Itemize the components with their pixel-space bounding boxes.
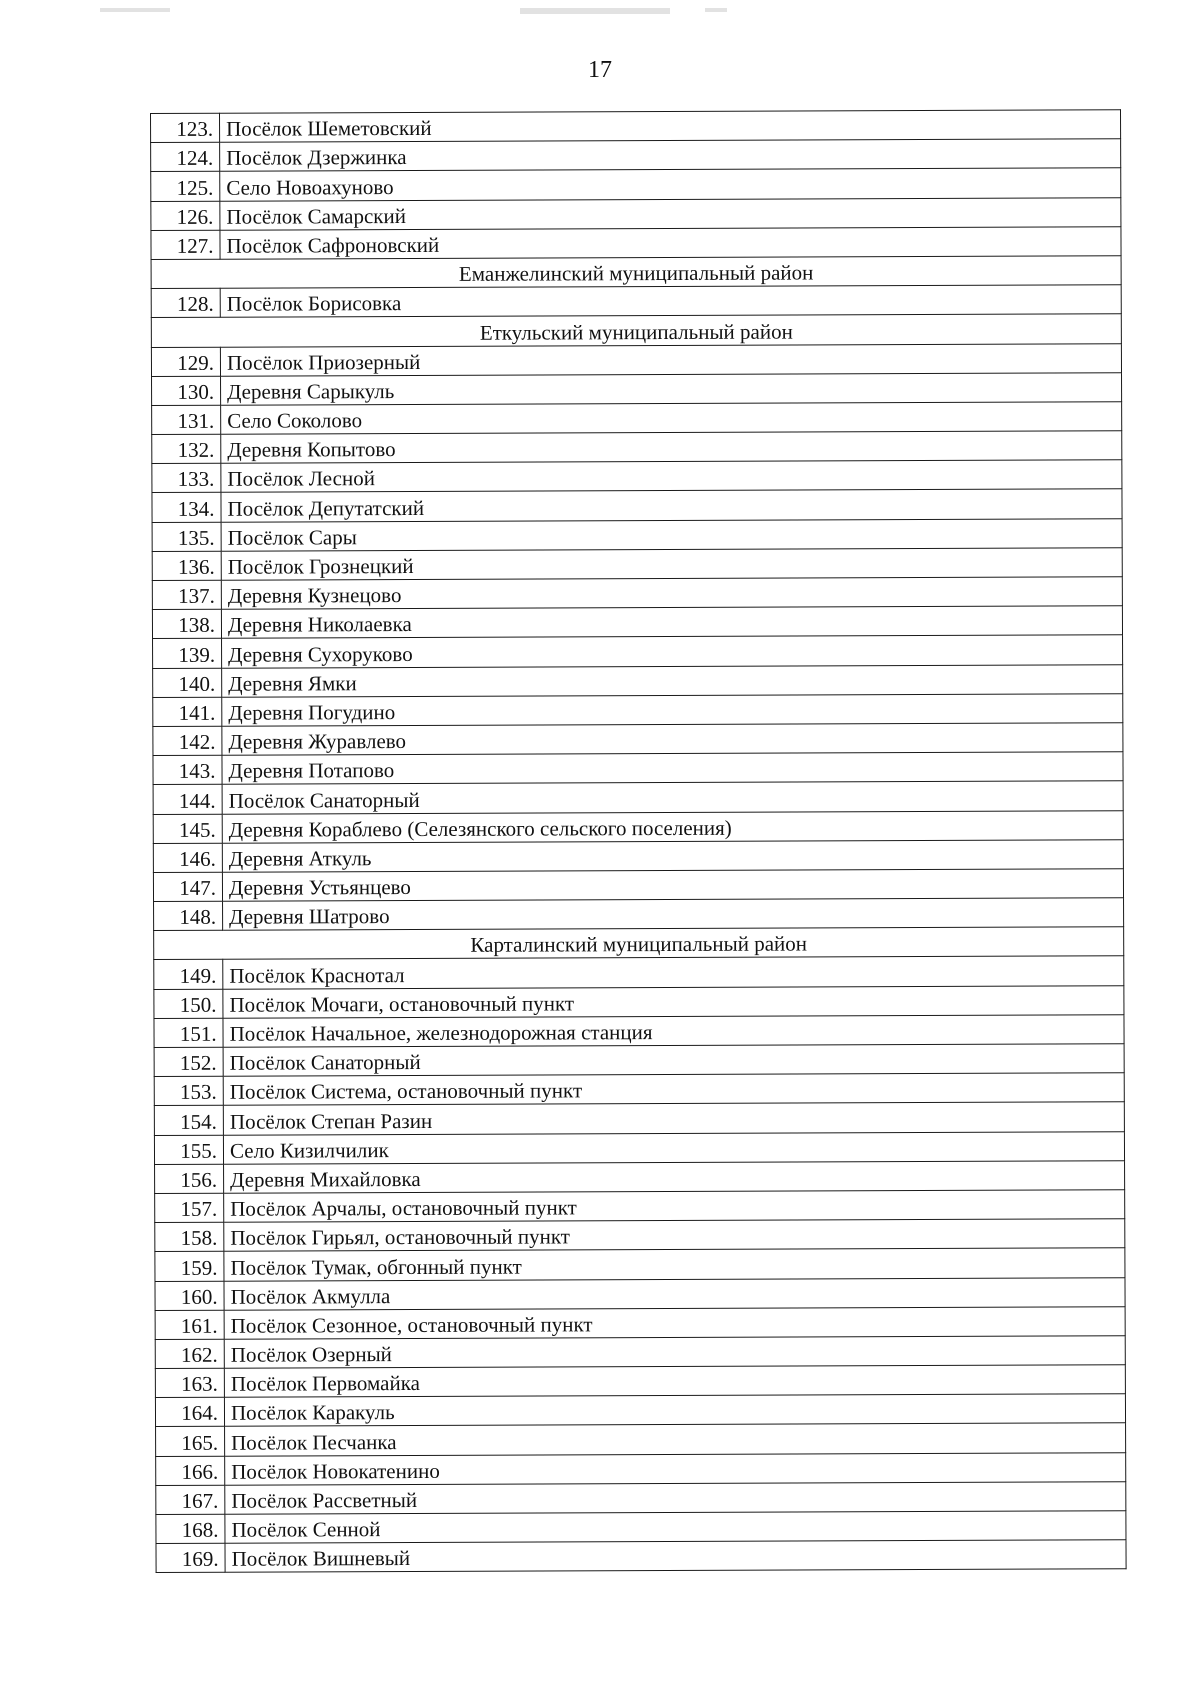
settlement-name: Посёлок Акмулла [224,1277,1125,1310]
settlement-name: Село Соколово [221,402,1122,435]
settlement-name: Посёлок Каракуль [224,1394,1125,1427]
table-row [153,810,1123,843]
table-row [155,1161,1125,1194]
table-row [155,1365,1125,1398]
settlement-name: Деревня Аткуль [222,839,1123,872]
district-name: Карталинский муниципальный район [154,927,1124,960]
scan-artifact [520,8,670,14]
table-row [152,577,1122,610]
table-row [152,548,1122,581]
table-row [152,460,1122,493]
district-header-row [151,256,1121,289]
table-row [155,1306,1125,1339]
settlement-name: Посёлок Степан Разин [223,1102,1124,1135]
settlement-name: Посёлок Сенной [225,1511,1126,1544]
settlement-name: Деревня Ямки [222,664,1123,697]
row-number: 152. [154,1047,223,1076]
settlement-name: Посёлок Вишневый [225,1540,1126,1573]
settlement-name: Деревня Копытово [221,431,1122,464]
row-number: 151. [154,1018,223,1047]
table-row [152,518,1122,551]
table-row [151,197,1121,230]
row-number: 146. [153,843,222,872]
row-number: 166. [156,1456,225,1485]
table-row [152,372,1122,405]
table-row [153,869,1123,902]
settlement-name: Посёлок Начальное, железнодорожная станция [223,1015,1124,1048]
settlement-name: Посёлок Депутатский [221,489,1122,522]
row-number: 138. [152,609,221,638]
row-number: 135. [152,522,221,551]
row-number: 132. [152,434,221,463]
district-name: Еманжелинский муниципальный район [151,256,1121,289]
row-number: 141. [153,697,222,726]
row-number: 147. [153,872,222,901]
table-row [156,1423,1126,1456]
table-row [152,402,1122,435]
table-row [155,1277,1125,1310]
settlement-name: Посёлок Первомайка [224,1365,1125,1398]
row-number: 159. [155,1252,224,1281]
settlement-name: Деревня Кораблево (Селезянского сельского поселения) [222,810,1123,843]
row-number: 145. [153,814,222,843]
settlement-name: Посёлок Песчанка [225,1423,1126,1456]
settlement-name: Деревня Потапово [222,752,1123,785]
table-row [151,139,1121,172]
row-number: 124. [151,142,220,171]
row-number: 134. [152,493,221,522]
table-row [151,168,1121,201]
row-number: 139. [153,639,222,668]
table-row [152,431,1122,464]
table-row [153,839,1123,872]
settlement-name: Посёлок Система, остановочный пункт [223,1073,1124,1106]
row-number: 156. [155,1164,224,1193]
row-number: 133. [152,463,221,492]
settlement-name: Посёлок Тумак, обгонный пункт [224,1248,1125,1281]
row-number: 168. [156,1514,225,1543]
settlement-name: Деревня Николаевка [221,606,1122,639]
settlements-table-body [151,110,1127,1573]
table-row [155,1394,1125,1427]
settlement-name: Посёлок Санаторный [222,781,1123,814]
row-number: 150. [154,989,223,1018]
row-number: 125. [151,172,220,201]
settlement-name: Деревня Сарыкуль [221,372,1122,405]
table-row [152,606,1122,639]
settlement-name: Посёлок Мочаги, остановочный пункт [223,985,1124,1018]
settlement-name: Посёлок Краснотал [223,956,1124,989]
row-number: 157. [155,1193,224,1222]
table-row [154,1102,1124,1135]
table-row [154,1073,1124,1106]
table-row [153,781,1123,814]
page-number: 17 [588,57,612,83]
row-number: 163. [155,1368,224,1397]
settlement-name: Посёлок Сары [221,518,1122,551]
row-number: 160. [155,1281,224,1310]
table-row [156,1482,1126,1515]
row-number: 165. [156,1427,225,1456]
settlement-name: Посёлок Гирьял, остановочный пункт [224,1219,1125,1252]
table-row [154,898,1124,931]
settlement-name: Деревня Сухоруково [222,635,1123,668]
row-number: 153. [154,1076,223,1105]
table-row [152,489,1122,522]
district-header-row [151,314,1121,347]
settlement-name: Посёлок Борисовка [220,285,1121,318]
district-header-row [154,927,1124,960]
settlement-name: Посёлок Санаторный [223,1044,1124,1077]
table-row [151,110,1121,143]
table-row [153,723,1123,756]
table-row [154,956,1124,989]
settlement-name: Деревня Кузнецово [221,577,1122,610]
row-number: 140. [153,668,222,697]
row-number: 148. [154,901,223,930]
settlement-name: Деревня Погудино [222,694,1123,727]
table-row [153,752,1123,785]
settlement-name: Деревня Журавлево [222,723,1123,756]
row-number: 129. [151,347,220,376]
row-number: 169. [156,1543,225,1572]
table-row [155,1336,1125,1369]
table-row [154,1131,1124,1164]
settlement-name: Посёлок Шеметовский [220,110,1121,143]
scan-artifact [100,8,170,12]
table-row [153,664,1123,697]
row-number: 130. [152,376,221,405]
settlement-name: Посёлок Озерный [224,1336,1125,1369]
row-number: 131. [152,405,221,434]
settlement-name: Село Кизилчилик [223,1131,1124,1164]
row-number: 158. [155,1222,224,1251]
table-row [151,343,1121,376]
table-row [156,1540,1126,1573]
table-row [155,1248,1125,1281]
row-number: 164. [155,1397,224,1426]
row-number: 154. [154,1106,223,1135]
settlement-name: Посёлок Лесной [221,460,1122,493]
settlement-name: Посёлок Приозерный [220,343,1121,376]
row-number: 155. [154,1135,223,1164]
table-row [155,1219,1125,1252]
settlement-name: Посёлок Сафроновский [220,227,1121,260]
settlement-name: Посёлок Рассветный [225,1482,1126,1515]
district-name: Еткульский муниципальный район [151,314,1121,347]
row-number: 162. [155,1339,224,1368]
table-row [151,285,1121,318]
row-number: 161. [155,1310,224,1339]
row-number: 137. [152,580,221,609]
settlements-table [150,109,1127,1573]
row-number: 126. [151,201,220,230]
settlement-name: Посёлок Грознецкий [221,548,1122,581]
table-row [151,227,1121,260]
settlement-name: Деревня Шатрово [223,898,1124,931]
settlement-name: Деревня Михайловка [224,1161,1125,1194]
row-number: 143. [153,755,222,784]
table-row [153,694,1123,727]
row-number: 127. [151,230,220,259]
row-number: 142. [153,726,222,755]
settlement-name: Посёлок Сезонное, остановочный пункт [224,1306,1125,1339]
settlement-name: Посёлок Самарский [220,197,1121,230]
row-number: 136. [152,551,221,580]
table-row [156,1452,1126,1485]
settlement-name: Посёлок Арчалы, остановочный пункт [224,1190,1125,1223]
row-number: 123. [151,113,220,142]
table-row [153,635,1123,668]
scan-artifact [705,8,727,12]
table-row [154,1044,1124,1077]
settlement-name: Посёлок Новокатенино [225,1452,1126,1485]
row-number: 144. [153,785,222,814]
table-row [154,985,1124,1018]
row-number: 128. [151,288,220,317]
row-number: 167. [156,1485,225,1514]
table-row [156,1511,1126,1544]
table-row [155,1190,1125,1223]
settlement-name: Посёлок Дзержинка [220,139,1121,172]
row-number: 149. [154,960,223,989]
settlement-name: Деревня Устьянцево [222,869,1123,902]
table-row [154,1015,1124,1048]
settlement-name: Село Новоахуново [220,168,1121,201]
